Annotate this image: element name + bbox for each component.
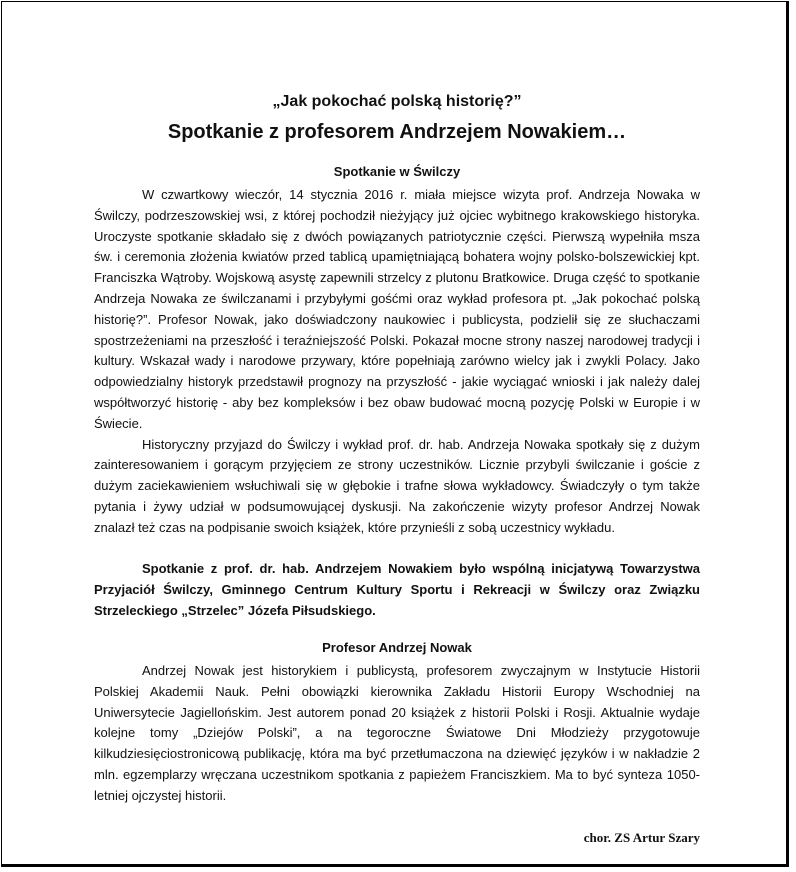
document-title: Spotkanie z profesorem Andrzejem Nowakiem… <box>167 121 627 143</box>
section-body-meeting <box>94 185 700 539</box>
paragraph: W czwartkowy wieczór, 14 stycznia 2016 r. miała miejsce wizyta prof. Andrzeja Nowaka w Świlczy, podrzeszowskiej wsi, z której pochodził nieżyjący już ojciec wybitnego krakowskiego historyka. Uroczyste spotkanie składało się z dwóch powiązanych patriotycznie części. Pierwszą wypełniła msza św. i ceremonia złożenia kwiatów przed tablicą upamiętniającą bohatera wojny polsko-bolszewickiej kpt. Franciszka Wątroby. Wojskową asystę zapewnili strzelcy z plutonu Bratkowice. Druga część to spotkanie Andrzeja Nowaka ze świlczanami i przybyłymi gośćmi oraz wykład profesora pt. „Jak pokochać polską historię?”. Profesor Nowak, jako doświadczony naukowiec i publicysta, podzielił się ze słuchaczami spostrzeżeniami na przeszłość i teraźniejszość Polski. Pokazał mocne strony naszej narodowej tradycji i kultury. Wskazał wady i narodowe przywary, które popełniają zarówno wielcy jak i zwykli Polacy. Jako odpowiedzialny historyk przedstawił prognozy na przyszłość - jakie wyciągać wnioski i jak należy dalej współtworzyć historię - aby bez kompleksów i bez obaw budować mocną pozycję Polski w Europie i w Świecie. <box>94 187 700 431</box>
author-signature: chor. ZS Artur Szary <box>583 830 700 845</box>
document-page <box>1 1 789 867</box>
section-heading-meeting: Spotkanie w Świlczy <box>333 164 461 179</box>
paragraph: Andrzej Nowak jest historykiem i publicystą, profesorem zwyczajnym w Instytucie Historii Polskiej Akademii Nauk. Pełni obowiązki kierownika Zakładu Historii Europy Wschodniej na Uniwersytecie Jagiellońskim. Jest autorem ponad 20 książek z historii Polski i Rosji. Aktualnie wydaje kolejne tomy „Dziejów Polski”, a na tegoroczne Światowe Dni Młodzieży przygotowuje kilkudziesięciostronicową publikację, która ma być przetłumaczona na dziewięć języków i w nakładzie 2 mln. egzemplarzy wręczana uczestnikom spotkania z papieżem Franciszkiem. Ma to być synteza 1050-letniej ojczystej historii. <box>94 663 700 803</box>
paragraph: Historyczny przyjazd do Świlczy i wykład prof. dr. hab. Andrzeja Nowaka spotkały się z dużym zainteresowaniem i gorącym przyjęciem ze strony uczestników. Licznie przybyli świlczanie i goście z dużym zaciekawieniem wsłuchiwali się w głębokie i trafne słowa wykładowcy. Świadczyły o tym także pytania i żywy udział w podsumowującej dyskusji. Na zakończenie wizyty profesor Andrzej Nowak znalazł też czas na podpisanie swoich książek, które przynieśli z sobą uczestnicy wykładu. <box>94 436 700 535</box>
acknowledgement-paragraph: Spotkanie z prof. dr. hab. Andrzejem Nowakiem było wspólną inicjatywą Towarzystwa Przyjaciół Świlczy, Gminnego Centrum Kultury Sportu i Rekreacji w Świlczy oraz Związku Strzeleckiego „Strzelec” Józefa Piłsudskiego. <box>94 561 700 618</box>
section-heading-professor: Profesor Andrzej Nowak <box>322 640 472 655</box>
section-body-professor <box>94 661 700 807</box>
document-kicker: „Jak pokochać polską historię?” <box>272 93 522 110</box>
